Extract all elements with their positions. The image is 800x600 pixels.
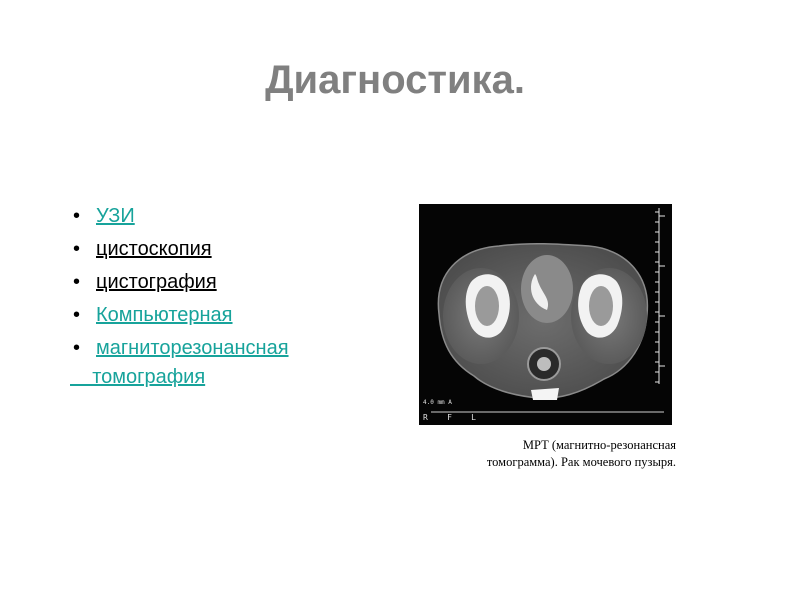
bullet-dot: • xyxy=(73,304,81,326)
bullet-item-uzi xyxy=(70,200,289,233)
caption-line-1: МРТ (магнитно-резонансная xyxy=(522,438,676,452)
bullet-dot: • xyxy=(73,205,81,227)
bullet-dot: • xyxy=(73,337,81,359)
caption-line-2: томограмма). Рак мочевого пузыря. xyxy=(486,455,676,469)
mri-scan-image xyxy=(419,204,672,425)
text-cystography: цистография xyxy=(96,271,217,293)
bullet-dot: • xyxy=(73,271,81,293)
bullet-item-cystoscopy xyxy=(70,233,289,266)
link-uzi[interactable]: УЗИ xyxy=(96,205,135,227)
text-cystoscopy: цистоскопия xyxy=(96,238,212,260)
bullet-item-computer xyxy=(70,299,289,332)
link-mri[interactable]: магниторезонансная xyxy=(96,337,289,359)
bullet-item-cystography xyxy=(70,266,289,299)
orientation-letters: R F L xyxy=(423,413,476,422)
link-computer[interactable]: Компьютерная xyxy=(96,304,233,326)
image-caption xyxy=(430,437,676,471)
slide-title: Диагностика. xyxy=(265,58,525,102)
bullet-list xyxy=(70,200,289,365)
bullet-dot: • xyxy=(73,238,81,260)
link-tomography[interactable]: томография xyxy=(70,366,206,388)
scale-label: 4.0 mm A xyxy=(423,399,452,406)
